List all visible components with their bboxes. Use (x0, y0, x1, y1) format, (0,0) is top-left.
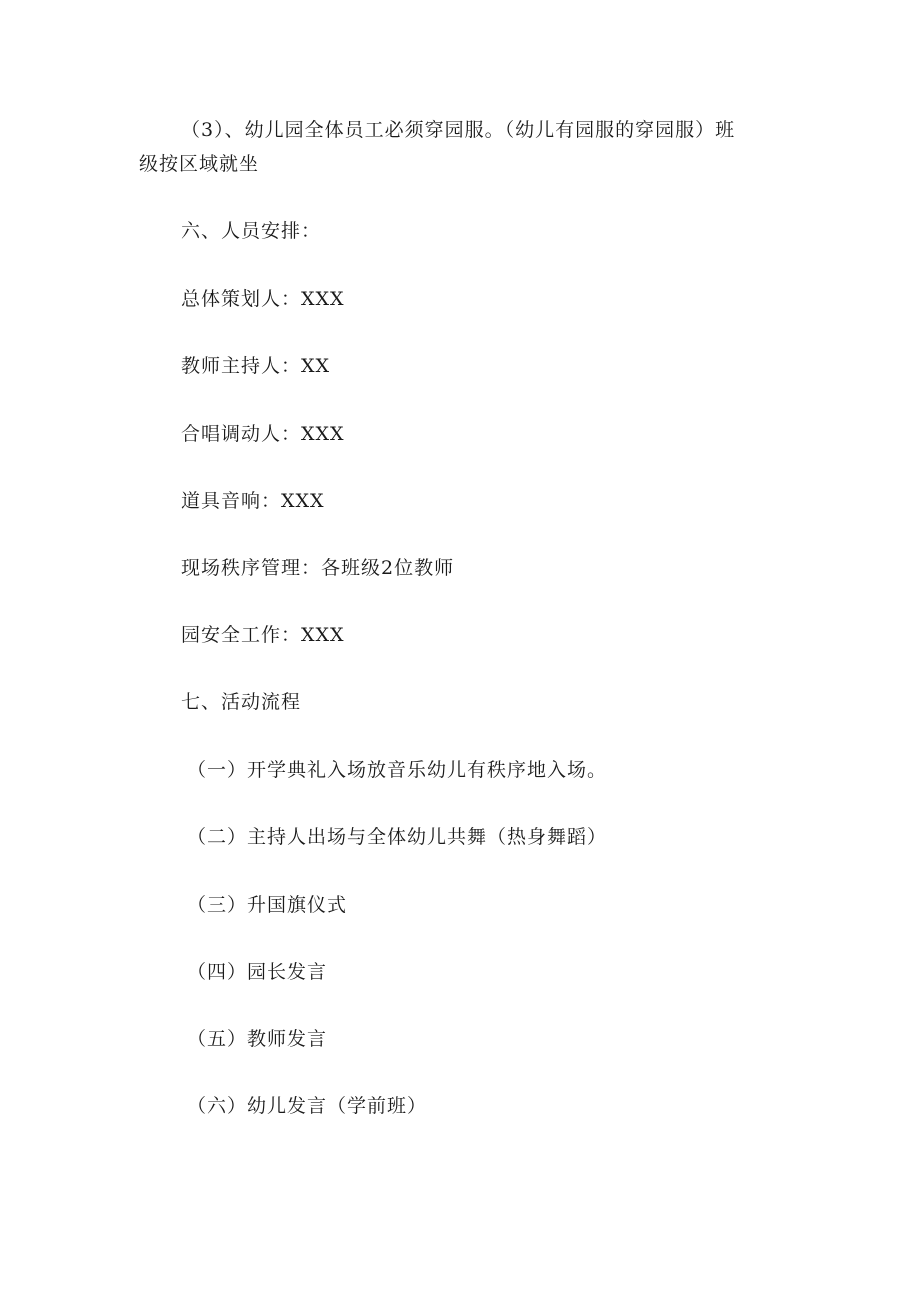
flow-item-4: （四）园长发言 (187, 961, 328, 983)
flow-item-6: （六）幼儿发言（学前班） (187, 1095, 428, 1117)
staff-item-order: 现场秩序管理：各班级2位教师 (181, 557, 455, 579)
intro-paragraph-line-1: （3）、幼儿园全体员工必须穿园服。（幼儿有园服的穿园服）班 (181, 119, 736, 141)
flow-item-5: （五）教师发言 (187, 1028, 328, 1050)
section-6-heading: 六、人员安排： (181, 220, 322, 242)
intro-paragraph-line-2: 级按区域就坐 (139, 153, 260, 175)
staff-item-safety: 园安全工作：XXX (181, 624, 345, 646)
staff-item-props-audio: 道具音响：XXX (181, 490, 325, 512)
staff-item-host: 教师主持人：XX (181, 355, 331, 377)
staff-item-planner: 总体策划人：XXX (181, 288, 345, 310)
flow-item-1: （一）开学典礼入场放音乐幼儿有秩序地入场。 (187, 759, 608, 781)
flow-item-3: （三）升国旗仪式 (187, 894, 348, 916)
staff-item-choir: 合唱调动人：XXX (181, 423, 345, 445)
section-7-heading: 七、活动流程 (181, 691, 302, 713)
flow-item-2: （二）主持人出场与全体幼儿共舞（热身舞蹈） (187, 826, 608, 848)
